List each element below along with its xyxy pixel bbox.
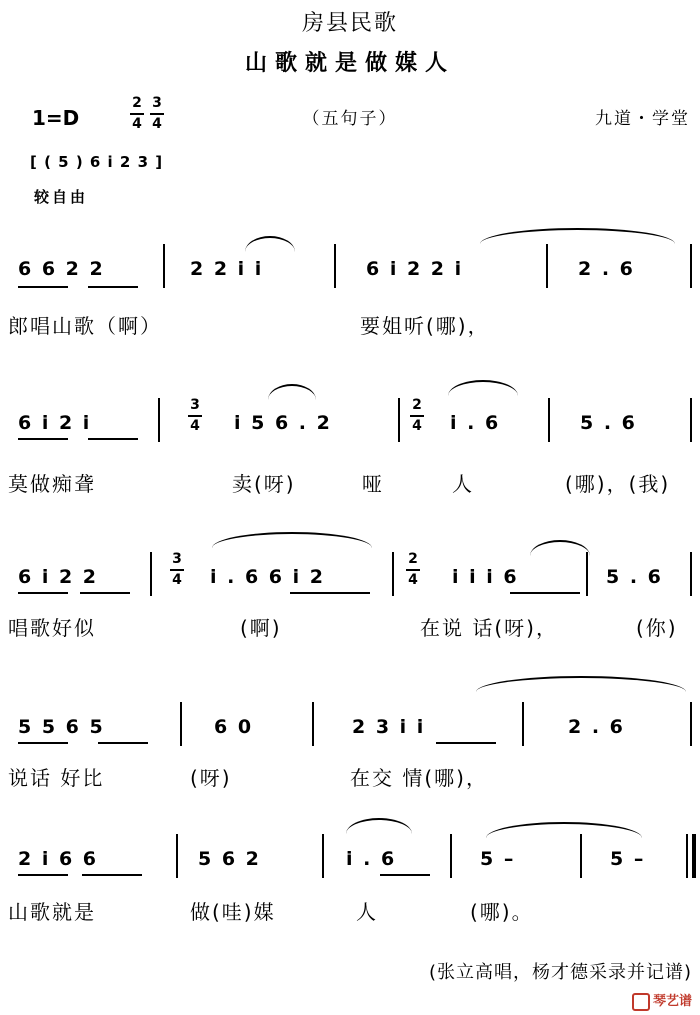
measure-5-5: 5 – xyxy=(610,848,646,870)
barline xyxy=(690,702,692,746)
beam xyxy=(290,592,370,594)
final-barline xyxy=(692,834,696,878)
measure-3-3: i i i 6 xyxy=(452,566,519,588)
measure-2-3: i . 6 xyxy=(450,412,501,434)
beam xyxy=(510,592,580,594)
slur xyxy=(346,818,412,834)
measure-2-4: 5 . 6 xyxy=(580,412,637,434)
barline xyxy=(450,834,452,878)
time-signature-change: 3 4 xyxy=(170,552,184,588)
slur xyxy=(530,540,590,556)
lyric-5a: 山歌就是 xyxy=(8,900,96,924)
lyric-3d: (你) xyxy=(636,616,678,640)
lyric-2c: 哑 xyxy=(362,472,384,496)
beam xyxy=(18,874,68,876)
time-signature-a: 2 4 xyxy=(130,96,144,132)
barline xyxy=(548,398,550,442)
measure-4-2: 6 0 xyxy=(214,716,254,738)
barline xyxy=(176,834,178,878)
measure-4-3: 2 3 i i xyxy=(352,716,426,738)
measure-4-1: 5 5 6 5 xyxy=(18,716,105,738)
lyric-5c: 人 xyxy=(356,900,378,924)
barline xyxy=(690,552,692,596)
beam xyxy=(18,286,68,288)
slur xyxy=(268,384,316,400)
barline xyxy=(322,834,324,878)
watermark-logo: 琴艺谱 xyxy=(632,990,692,1011)
credit-line: (张立高唱，杨才德采录并记谱) xyxy=(428,962,692,983)
beam xyxy=(82,874,142,876)
beam xyxy=(18,742,68,744)
barline xyxy=(312,702,314,746)
measure-5-4: 5 – xyxy=(480,848,516,870)
logo-icon xyxy=(632,993,650,1011)
lyric-2e: (哪)，(我) xyxy=(565,472,671,496)
measure-1-4: 2 . 6 xyxy=(578,258,635,280)
lyric-1b: 要姐听(哪)， xyxy=(360,314,490,338)
beam xyxy=(88,286,138,288)
barline xyxy=(586,552,588,596)
barline xyxy=(334,244,336,288)
lyric-4b: (呀) xyxy=(190,766,232,790)
measure-3-4: 5 . 6 xyxy=(606,566,663,588)
beam xyxy=(80,592,130,594)
measure-2-2: i 5 6 . 2 xyxy=(234,412,332,434)
song-form: （五句子） xyxy=(302,109,398,129)
time-signature-change: 2 4 xyxy=(406,552,420,588)
lyric-2a: 莫做痴聋 xyxy=(8,472,96,496)
beam xyxy=(436,742,496,744)
song-category: 房县民歌 xyxy=(301,11,398,36)
barline xyxy=(150,552,152,596)
measure-1-1: 6 6 2 2 xyxy=(18,258,105,280)
barline xyxy=(690,244,692,288)
slur xyxy=(486,822,642,838)
beam xyxy=(98,742,148,744)
lyric-2b: 卖(呀) xyxy=(232,472,296,496)
measure-5-3: i . 6 xyxy=(346,848,397,870)
time-signature-change: 2 4 xyxy=(410,398,424,434)
measure-2-1: 6 i 2 i xyxy=(18,412,92,434)
key-signature: 1=D xyxy=(32,106,80,130)
beam xyxy=(88,438,138,440)
song-title: 山歌就是做媒人 xyxy=(244,51,455,76)
lyric-4c: 在交 情(哪)， xyxy=(350,766,488,790)
barline xyxy=(180,702,182,746)
measure-4-4: 2 . 6 xyxy=(568,716,625,738)
intro-phrase: [ ( 5 ) 6 i 2 3 ] xyxy=(30,153,164,171)
source-label: 九道・学堂 xyxy=(595,109,690,129)
barline xyxy=(398,398,400,442)
measure-3-2: i . 6 6 i 2 xyxy=(210,566,325,588)
barline xyxy=(158,398,160,442)
time-signature-b: 3 4 xyxy=(150,96,164,132)
barline xyxy=(580,834,582,878)
time-signature-change: 3 4 xyxy=(188,398,202,434)
lyric-4a: 说话 好比 xyxy=(8,766,105,790)
slur xyxy=(212,532,372,548)
lyric-5b: 做(哇)媒 xyxy=(190,900,276,924)
barline xyxy=(522,702,524,746)
measure-1-2: 2 2 i i xyxy=(190,258,264,280)
measure-1-3: 6 i 2 2 i xyxy=(366,258,464,280)
barline xyxy=(546,244,548,288)
lyric-3a: 唱歌好似 xyxy=(8,616,96,640)
lyric-3c: 在说 话(呀)， xyxy=(420,616,558,640)
beam xyxy=(380,874,430,876)
slur xyxy=(476,676,686,692)
barline xyxy=(690,398,692,442)
slur xyxy=(245,236,295,252)
slur xyxy=(448,380,518,396)
lyric-5d: (哪)。 xyxy=(470,900,534,924)
lyric-2d: 人 xyxy=(452,472,474,496)
measure-5-2: 5 6 2 xyxy=(198,848,261,870)
measure-3-1: 6 i 2 2 xyxy=(18,566,99,588)
beam xyxy=(18,438,68,440)
barline xyxy=(163,244,165,288)
slur xyxy=(480,228,675,244)
beam xyxy=(18,592,68,594)
measure-5-1: 2 i 6 6 xyxy=(18,848,99,870)
barline xyxy=(686,834,688,878)
lyric-1a: 郎唱山歌（啊） xyxy=(8,314,162,338)
barline xyxy=(392,552,394,596)
lyric-3b: (啊) xyxy=(240,616,282,640)
tempo-marking: 较自由 xyxy=(34,188,89,206)
